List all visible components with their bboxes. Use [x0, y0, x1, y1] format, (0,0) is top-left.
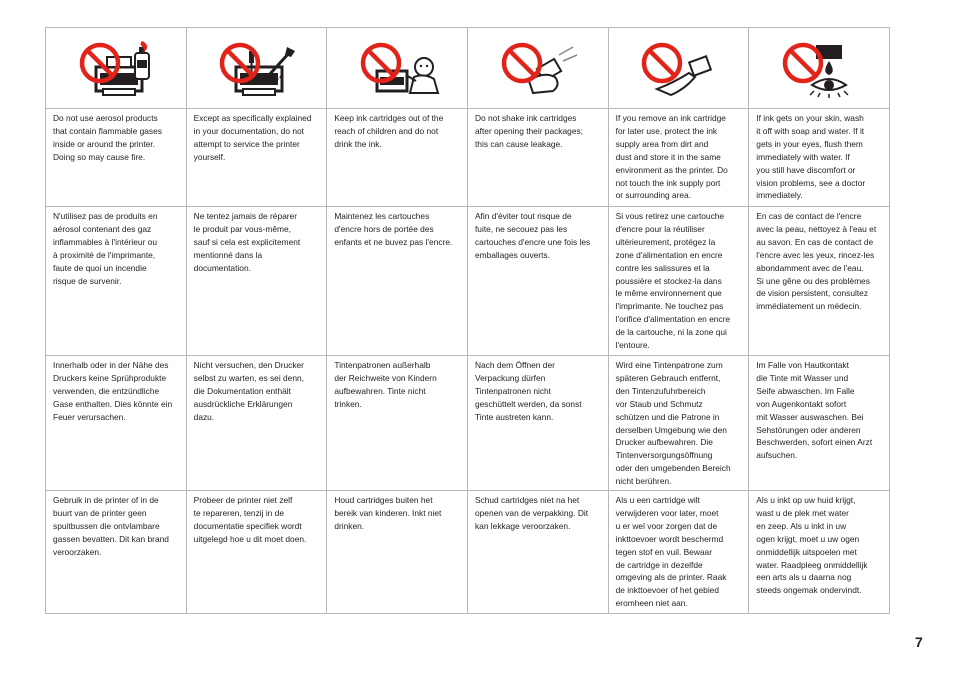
text-cell [46, 356, 187, 491]
instruction-text: If you remove an ink cartridge for later use, protect the ink supply area from dirt and dust and store it in the same environment as the printer. Do not touch the ink supply port or surrounding area. [615, 113, 728, 201]
text-row-de [46, 356, 890, 491]
page-number: 7 [915, 634, 923, 650]
instruction-text: Ne tentez jamais de réparer le produit par vous-même, sauf si cela est explicitement mentionné dans la documentation. [193, 211, 301, 273]
instruction-text: Except as specifically explained in your documentation, do not attempt to service the printer yourself. [193, 113, 312, 162]
icon-cell-5 [608, 28, 749, 109]
instruction-text: Gebruik in de printer of in de buurt van de printer geen spuitbussen die ontvlambare gassen bevatten. Dit kan brand veroorzaken. [53, 495, 169, 557]
instruction-text: N'utilisez pas de produits en aérosol contenant des gaz inflammables à l'intérieur ou à proximité de l'imprimante, faute de quoi un incendie risque de survenir. [53, 211, 158, 286]
no-shaking-cartridge-icon [473, 33, 603, 103]
text-cell [608, 207, 749, 356]
instruction-text: Do not shake ink cartridges after opening their packages; this can cause leakage. [474, 113, 583, 149]
instruction-text: Schud cartridges niet na het openen van de verpakking. Dit kan lekkage veroorzaken. [474, 495, 589, 531]
text-cell [327, 207, 468, 356]
text-cell [46, 207, 187, 356]
instruction-text: Nicht versuchen, den Drucker selbst zu warten, es sei denn, die Dokumentation enthält ausdrückliche Erklärungen dazu. [193, 360, 304, 422]
text-cell [186, 109, 327, 207]
instruction-text: Keep ink cartridges out of the reach of children and do not drink the ink. [334, 113, 444, 149]
text-cell [467, 491, 608, 614]
text-cell [327, 491, 468, 614]
text-cell [467, 109, 608, 207]
instruction-text: Houd cartridges buiten het bereik van kinderen. Inkt niet drinken. [334, 495, 442, 531]
instruction-text: En cas de contact de l'encre avec la peau, nettoyez à l'eau et au savon. En cas de contact de l'encre avec les yeux, rincez-les abondamment avec de l'eau. Si une gêne ou des problèmes de vision persistent, consultez immédiatement un médecin. [756, 211, 877, 312]
instruction-text: Innerhalb oder in der Nähe des Druckers keine Sprühprodukte verwenden, die entzündliche Gase enthalten. Dies könnte ein Feuer verursachen. [53, 360, 173, 422]
text-cell [46, 491, 187, 614]
text-cell [186, 356, 327, 491]
instruction-text: Tintenpatronen außerhalb der Reichweite von Kindern aufbewahren. Tinte nicht trinken. [334, 360, 437, 409]
instruction-text: Wird eine Tintenpatrone zum späteren Gebrauch entfernt, den Tintenzufuhrbereich vor Staub und Schmutz schützen und die Patrone in derselben Umgebung wie den Drucker aufbewahren. Die Tintenversorgungsöffnung oder den umgebenden Bereich nicht berühren. [615, 360, 731, 487]
text-cell [327, 356, 468, 491]
icon-cell-6 [749, 28, 890, 109]
icon-cell-3 [327, 28, 468, 109]
text-cell [608, 109, 749, 207]
instruction-text: Im Falle von Hautkontakt die Tinte mit Wasser und Seife abwaschen. Im Falle von Augenkontakt sofort mit Wasser auswaschen. Bei Sehstörungen oder anderen Beschwerden, sofort einen Arzt aufsuchen. [756, 360, 873, 461]
text-cell [749, 491, 890, 614]
ink-in-eyes-wash-icon [754, 33, 884, 103]
text-row-nl [46, 491, 890, 614]
text-cell [46, 109, 187, 207]
text-cell [749, 356, 890, 491]
instruction-text: Probeer de printer niet zelf te repareren, tenzij in de documentatie specifiek wordt uitgelegd hoe u dit moet doen. [193, 495, 307, 544]
icon-row [46, 28, 890, 109]
text-cell [749, 109, 890, 207]
instruction-text: Als u een cartridge wilt verwijderen voor later, moet u er wel voor zorgen dat de inkttoevoer wordt beschermd tegen stof en vuil. Bewaar de cartridge in dezelfde omgeving als de printer. Raak de inkttoevoer of het gebied eromheen niet aan. [615, 495, 727, 609]
instruction-text: If ink gets on your skin, wash it off with soap and water. If it gets in your eyes, flush them immediately with water. If you still have discomfort or vision problems, see a doctor immediately. [756, 113, 866, 201]
text-cell [608, 491, 749, 614]
safety-instructions-table [45, 27, 890, 614]
text-cell [467, 207, 608, 356]
instruction-text: Afin d'éviter tout risque de fuite, ne secouez pas les cartouches d'encre une fois les emballages ouverts. [474, 211, 591, 260]
instruction-text: Nach dem Öffnen der Verpackung dürfen Tintenpatronen nicht geschüttelt werden, da sonst Tinte austreten kann. [474, 360, 582, 422]
text-cell [186, 491, 327, 614]
text-cell [749, 207, 890, 356]
text-cell [467, 356, 608, 491]
no-aerosol-near-printer-icon [51, 33, 181, 103]
protect-ink-supply-port-icon [613, 33, 743, 103]
icon-cell-2 [186, 28, 327, 109]
icon-cell-4 [467, 28, 608, 109]
text-cell [327, 109, 468, 207]
icon-cell-1 [46, 28, 187, 109]
text-cell [186, 207, 327, 356]
instruction-text: Als u inkt op uw huid krijgt, wast u de plek met water en zeep. Als u inkt in uw ogen krijgt, moet u uw ogen onmiddellijk uitspoelen met water. Raadpleeg onmiddellijk een arts als u daarna nog steeds ongemak ondervindt. [756, 495, 868, 596]
instruction-text: Maintenez les cartouches d'encre hors de portée des enfants et ne buvez pas l'encre. [334, 211, 453, 247]
text-row-fr [46, 207, 890, 356]
text-row-en [46, 109, 890, 207]
instruction-text: Si vous retirez une cartouche d'encre pour la réutiliser ultérieurement, protégez la zone d'alimentation en encre contre les salissures et la poussière et stockez-la dans le même environnement que l'imprimante. Ne touchez pas l'orifice d'alimentation en encre de la cartouche, ni la zone qui l'entoure. [615, 211, 731, 351]
no-self-repair-tools-icon [191, 33, 321, 103]
text-cell [608, 356, 749, 491]
instruction-text: Do not use aerosol products that contain flammable gases inside or around the printer. Doing so may cause fire. [53, 113, 162, 162]
keep-from-children-icon [332, 33, 462, 103]
